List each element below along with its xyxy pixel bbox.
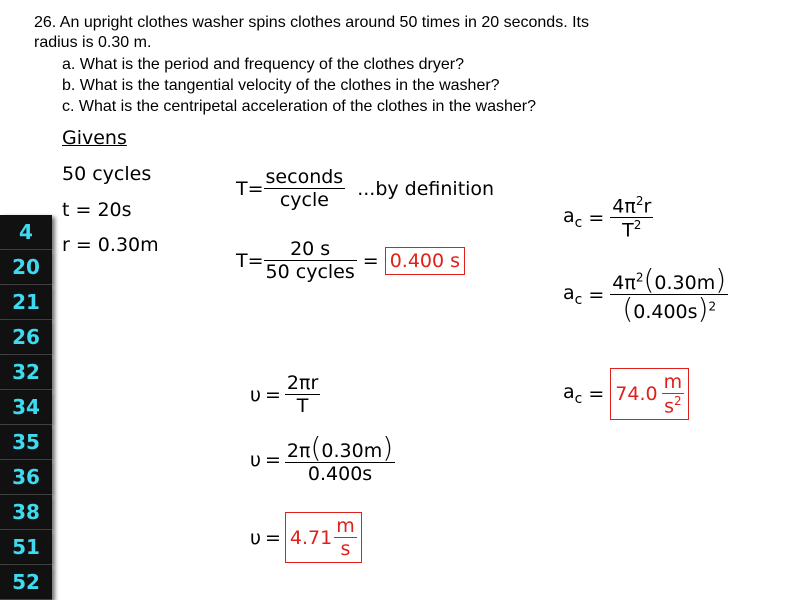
period-definition <box>236 166 494 211</box>
fraction-denominator: 0.400s <box>285 462 395 485</box>
exponent: 2 <box>633 218 642 233</box>
open-paren: ( <box>643 263 655 296</box>
four-pi: 4π <box>612 272 636 294</box>
given-cycles: 50 cycles <box>62 163 152 185</box>
velocity-answer-box <box>285 512 362 563</box>
period-fraction <box>264 238 357 283</box>
exponent: 2 <box>708 299 717 314</box>
acceleration-fraction-1 <box>610 194 653 242</box>
r-letter: r <box>643 195 652 218</box>
velocity-symbol: υ <box>250 526 261 549</box>
fraction-numerator: 20 s <box>290 238 331 260</box>
question-c: c. What is the centripetal acceleration of the clothes in the washer? <box>62 98 537 115</box>
unit-denominator: s <box>334 537 357 560</box>
problem-line-2: radius is 0.30 m. <box>34 34 152 51</box>
fraction-numerator: seconds <box>265 166 344 188</box>
four-pi: 4π <box>612 195 636 218</box>
nav-button-32[interactable]: 32 <box>0 355 52 390</box>
period-answer-box: 0.400 s <box>385 247 465 275</box>
acceleration-symbol <box>563 282 582 308</box>
velocity-fraction-1 <box>285 372 320 417</box>
given-radius: r = 0.30m <box>62 234 159 256</box>
open-paren: ( <box>310 431 322 464</box>
period-value: 0.400s <box>633 301 698 323</box>
exponent: 2 <box>635 194 644 208</box>
acceleration-answer-box <box>610 368 689 420</box>
equals-sign: = <box>588 383 605 406</box>
nav-button-34[interactable]: 34 <box>0 390 52 425</box>
nav-button-38[interactable]: 38 <box>0 495 52 530</box>
close-paren: ) <box>382 431 394 464</box>
equals-sign: = <box>265 526 281 549</box>
fraction-denominator <box>610 217 653 241</box>
unit-numerator: m <box>663 371 683 393</box>
exponent: 2 <box>673 394 682 408</box>
fraction-denominator: cycle <box>264 188 346 211</box>
velocity-substitution <box>250 431 395 485</box>
close-paren: ) <box>715 263 727 296</box>
a-letter: a <box>563 381 575 404</box>
radius-value: 0.30m <box>654 272 716 294</box>
question-a: a. What is the period and frequency of the clothes dryer? <box>62 56 465 73</box>
t-letter: T <box>622 219 634 242</box>
velocity-answer-unit <box>334 515 357 560</box>
equals-sign: = <box>588 283 605 306</box>
velocity-formula <box>250 372 320 417</box>
givens-heading: Givens <box>62 127 127 149</box>
equals-sign: = <box>362 249 379 272</box>
c-subscript: c <box>574 214 583 231</box>
equals-sign: = <box>588 206 605 229</box>
a-letter: a <box>563 281 575 304</box>
acceleration-answer-value: 74.0 <box>615 383 658 406</box>
c-subscript: c <box>574 391 583 408</box>
period-lhs: T= <box>236 177 264 200</box>
fraction-numerator: 2πr <box>286 372 319 394</box>
nav-button-35[interactable]: 35 <box>0 425 52 460</box>
fraction-numerator <box>610 194 653 217</box>
period-def-fraction <box>264 166 346 211</box>
s-letter: s <box>664 395 674 418</box>
nav-button-51[interactable]: 51 <box>0 530 52 565</box>
velocity-fraction-2 <box>285 431 395 485</box>
nav-button-21[interactable]: 21 <box>0 285 52 320</box>
fraction-numerator <box>285 431 395 464</box>
acceleration-answer-unit <box>662 371 685 417</box>
problem-line-1: 26. An upright clothes washer spins clothes around 50 times in 20 seconds. Its <box>34 14 589 31</box>
two-pi: 2π <box>286 440 311 462</box>
velocity-answer-value: 4.71 <box>289 526 333 549</box>
period-lhs: T= <box>236 249 264 272</box>
unit-denominator <box>662 393 685 417</box>
fraction-denominator: T <box>285 394 320 417</box>
acceleration-formula <box>563 194 653 242</box>
question-b: b. What is the tangential velocity of the clothes in the washer? <box>62 77 500 94</box>
close-paren: ) <box>697 292 709 325</box>
acceleration-symbol <box>563 381 582 407</box>
nav-button-4[interactable]: 4 <box>0 215 52 250</box>
c-subscript: c <box>574 291 583 308</box>
velocity-symbol: υ <box>250 448 261 471</box>
nav-button-20[interactable]: 20 <box>0 250 52 285</box>
acceleration-result <box>563 368 689 420</box>
fraction-denominator <box>610 294 728 323</box>
nav-button-52[interactable]: 52 <box>0 565 52 600</box>
equals-sign: = <box>265 383 281 406</box>
velocity-symbol: υ <box>250 383 261 406</box>
fraction-numerator <box>610 263 728 296</box>
acceleration-fraction-2 <box>610 263 728 325</box>
acceleration-substitution <box>563 263 728 325</box>
radius-value: 0.30m <box>321 440 383 462</box>
velocity-result <box>250 512 362 563</box>
exponent: 2 <box>635 270 644 285</box>
definition-note: ...by definition <box>357 177 495 200</box>
fraction-denominator: 50 cycles <box>265 261 355 283</box>
equals-sign: = <box>265 448 281 471</box>
nav-button-36[interactable]: 36 <box>0 460 52 495</box>
nav-button-26[interactable]: 26 <box>0 320 52 355</box>
period-calculation <box>236 238 465 283</box>
given-time: t = 20s <box>62 199 132 221</box>
a-letter: a <box>563 204 575 227</box>
unit-numerator: m <box>336 515 355 537</box>
acceleration-symbol <box>563 205 582 231</box>
open-paren: ( <box>622 292 634 325</box>
